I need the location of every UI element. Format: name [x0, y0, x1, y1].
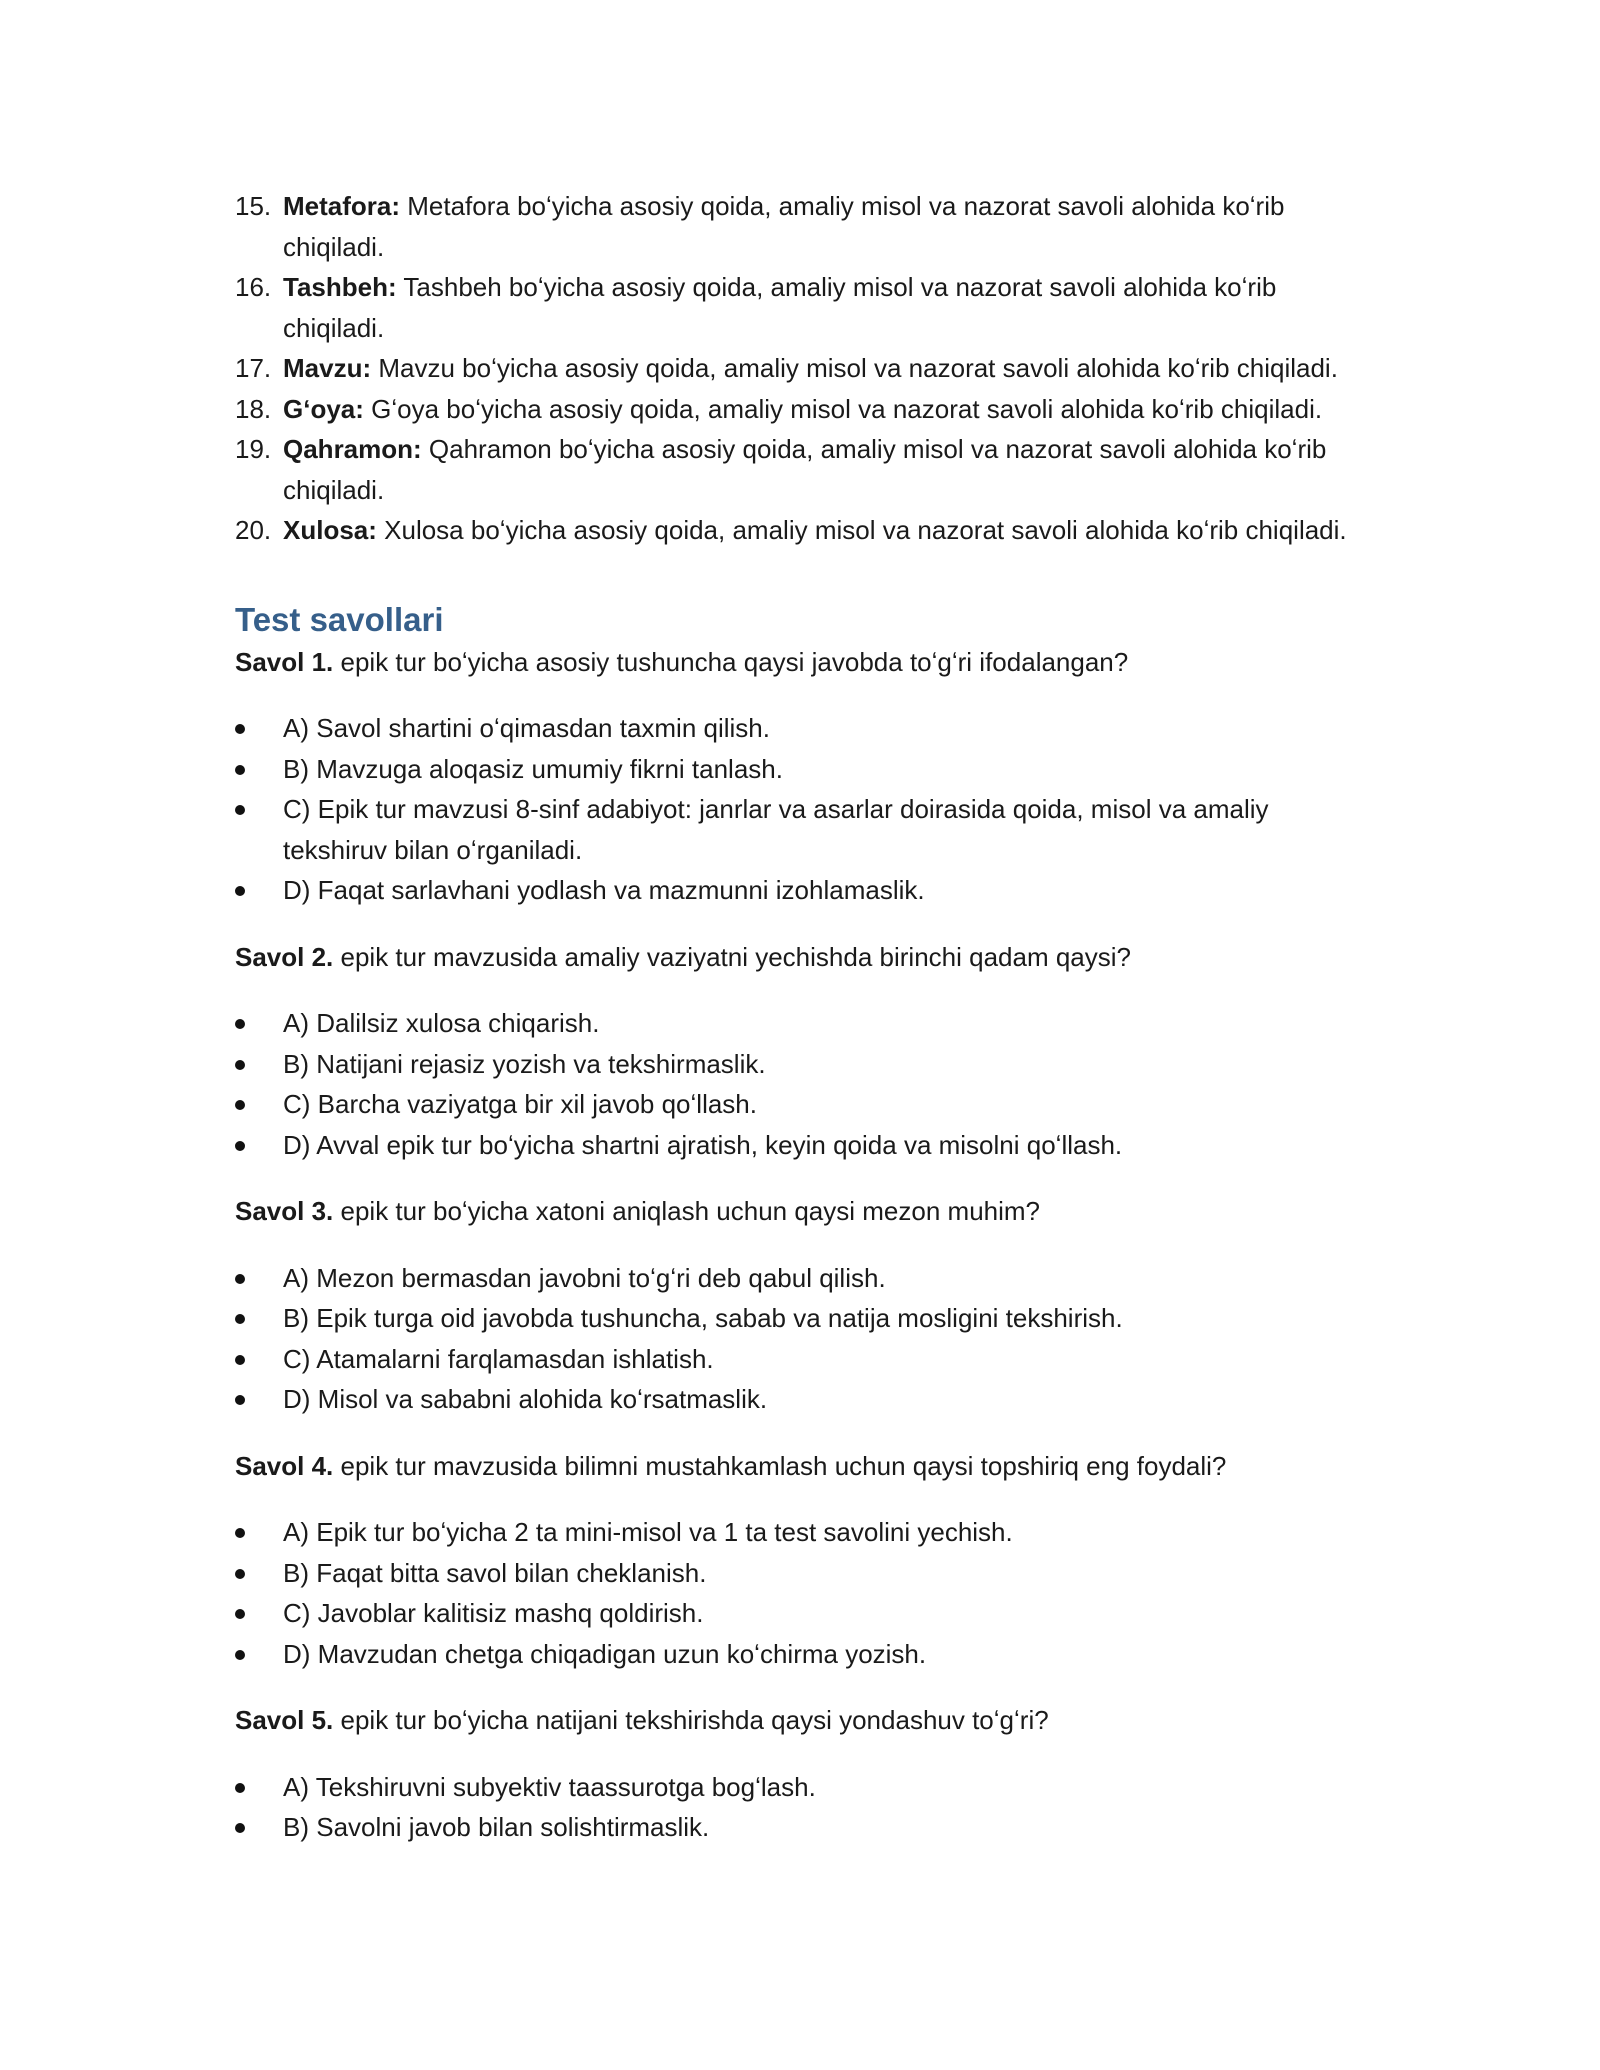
option-text: D) Misol va sababni alohida koʻrsatmaslik.	[283, 1384, 768, 1414]
bullet-icon	[235, 765, 245, 775]
item-term: Qahramon:	[283, 434, 422, 464]
bullet-icon	[235, 1314, 245, 1324]
answer-option	[235, 1044, 1375, 1085]
question-5	[235, 1700, 1375, 1741]
item-number: 20.	[235, 515, 272, 545]
answer-option	[235, 1593, 1375, 1634]
list-item	[235, 429, 1375, 510]
answer-option	[235, 749, 1375, 790]
option-text: C) Javoblar kalitisiz mashq qoldirish.	[283, 1598, 704, 1628]
bullet-icon	[235, 805, 245, 815]
answer-option	[235, 789, 1375, 870]
bullet-icon	[235, 1528, 245, 1538]
bullet-icon	[235, 1395, 245, 1405]
list-item	[235, 510, 1375, 551]
item-text: Qahramon boʻyicha asosiy qoida, amaliy misol va nazorat savoli alohida koʻrib chiqiladi.	[283, 434, 1327, 505]
answer-option	[235, 870, 1375, 911]
bullet-icon	[235, 1783, 245, 1793]
topic-list	[235, 186, 1375, 551]
answer-option	[235, 1379, 1375, 1420]
bullet-icon	[235, 1141, 245, 1151]
list-item	[235, 186, 1375, 267]
item-number: 19.	[235, 434, 272, 464]
question-1	[235, 642, 1375, 683]
option-text: B) Savolni javob bilan solishtirmaslik.	[283, 1812, 710, 1842]
question-text: epik tur mavzusida amaliy vaziyatni yechishda birinchi qadam qaysi?	[333, 941, 1131, 972]
bullet-icon	[235, 724, 245, 734]
item-text: Gʻoya boʻyicha asosiy qoida, amaliy misol va nazorat savoli alohida koʻrib chiqiladi.	[363, 393, 1323, 424]
question-text: epik tur mavzusida bilimni mustahkamlash uchun qaysi topshiriq eng foydali?	[333, 1450, 1227, 1481]
list-item	[235, 348, 1375, 389]
answer-option	[235, 708, 1375, 749]
answer-options	[235, 1512, 1375, 1674]
item-term: Xulosa:	[283, 515, 377, 545]
option-text: C) Barcha vaziyatga bir xil javob qoʻllash.	[283, 1089, 757, 1119]
bullet-icon	[235, 1823, 245, 1833]
bullet-icon	[235, 1355, 245, 1365]
item-term: Metafora:	[283, 191, 401, 221]
item-number: 16.	[235, 272, 272, 302]
answer-option	[235, 1512, 1375, 1553]
item-text: Mavzu boʻyicha asosiy qoida, amaliy misol va nazorat savoli alohida koʻrib chiqiladi.	[371, 353, 1338, 383]
option-text: B) Natijani rejasiz yozish va tekshirmaslik.	[283, 1048, 766, 1079]
answer-option	[235, 1258, 1375, 1299]
option-text: A) Savol shartini oʻqimasdan taxmin qilish.	[283, 713, 770, 743]
option-text: D) Faqat sarlavhani yodlash va mazmunni izohlamaslik.	[283, 875, 925, 905]
bullet-icon	[235, 1609, 245, 1619]
answer-option	[235, 1807, 1375, 1848]
item-text: Xulosa boʻyicha asosiy qoida, amaliy misol va nazorat savoli alohida koʻrib chiqiladi.	[376, 515, 1347, 545]
answer-option	[235, 1125, 1375, 1166]
section-heading: Test savollari	[235, 600, 444, 638]
item-term: Mavzu:	[283, 353, 372, 383]
item-number: 18.	[235, 393, 272, 424]
question-text: epik tur boʻyicha natijani tekshirishda qaysi yondashuv toʻgʻri?	[333, 1705, 1049, 1735]
option-text: A) Dalilsiz xulosa chiqarish.	[283, 1008, 600, 1038]
question-text: epik tur boʻyicha xatoni aniqlash uchun qaysi mezon muhim?	[333, 1196, 1041, 1226]
answer-option	[235, 1634, 1375, 1675]
item-text: Tashbeh boʻyicha asosiy qoida, amaliy misol va nazorat savoli alohida koʻrib chiqiladi.	[283, 272, 1277, 343]
answer-option	[235, 1084, 1375, 1125]
list-item	[235, 389, 1375, 430]
option-text: C) Atamalarni farqlamasdan ishlatish.	[283, 1343, 714, 1374]
answer-options	[235, 1767, 1375, 1848]
item-term: Tashbeh:	[283, 272, 397, 302]
question-label: Savol 1.	[235, 646, 334, 677]
answer-option	[235, 1298, 1375, 1339]
bullet-icon	[235, 1019, 245, 1029]
option-text: A) Mezon bermasdan javobni toʻgʻri deb qabul qilish.	[283, 1262, 886, 1293]
answer-option	[235, 1767, 1375, 1808]
option-text: D) Avval epik tur boʻyicha shartni ajratish, keyin qoida va misolni qoʻllash.	[283, 1129, 1123, 1160]
bullet-icon	[235, 886, 245, 896]
item-term: Gʻoya:	[283, 393, 364, 424]
option-text: B) Mavzuga aloqasiz umumiy fikrni tanlash.	[283, 753, 783, 784]
option-text: A) Epik tur boʻyicha 2 ta mini-misol va 1 ta test savolini yechish.	[283, 1517, 1013, 1547]
bullet-icon	[235, 1100, 245, 1110]
question-label: Savol 5.	[235, 1705, 334, 1735]
answer-option	[235, 1339, 1375, 1380]
question-text: epik tur boʻyicha asosiy tushuncha qaysi javobda toʻgʻri ifodalangan?	[333, 646, 1129, 677]
answer-options	[235, 1003, 1375, 1165]
answer-option	[235, 1553, 1375, 1594]
question-2	[235, 937, 1375, 978]
item-text: Metafora boʻyicha asosiy qoida, amaliy misol va nazorat savoli alohida koʻrib chiqiladi.	[283, 191, 1285, 262]
bullet-icon	[235, 1060, 245, 1070]
answer-options	[235, 708, 1375, 911]
bullet-icon	[235, 1274, 245, 1284]
question-4	[235, 1446, 1375, 1487]
question-label: Savol 4.	[235, 1450, 334, 1481]
question-label: Savol 2.	[235, 941, 334, 972]
answer-option	[235, 1003, 1375, 1044]
answer-options	[235, 1258, 1375, 1420]
item-number: 17.	[235, 353, 272, 383]
document-body	[235, 186, 1375, 1848]
option-text: A) Tekshiruvni subyektiv taassurotga bogʻlash.	[283, 1771, 816, 1802]
bullet-icon	[235, 1569, 245, 1579]
option-text: B) Faqat bitta savol bilan cheklanish.	[283, 1557, 707, 1588]
list-item	[235, 267, 1375, 348]
option-text: B) Epik turga oid javobda tushuncha, sabab va natija mosligini tekshirish.	[283, 1303, 1123, 1333]
option-text: C) Epik tur mavzusi 8-sinf adabiyot: janrlar va asarlar doirasida qoida, misol va amaliy tekshiruv bilan oʻrganiladi.	[283, 794, 1269, 865]
option-text: D) Mavzudan chetga chiqadigan uzun koʻchirma yozish.	[283, 1638, 927, 1669]
bullet-icon	[235, 1650, 245, 1660]
question-3	[235, 1191, 1375, 1232]
item-number: 15.	[235, 191, 272, 221]
question-label: Savol 3.	[235, 1196, 334, 1226]
